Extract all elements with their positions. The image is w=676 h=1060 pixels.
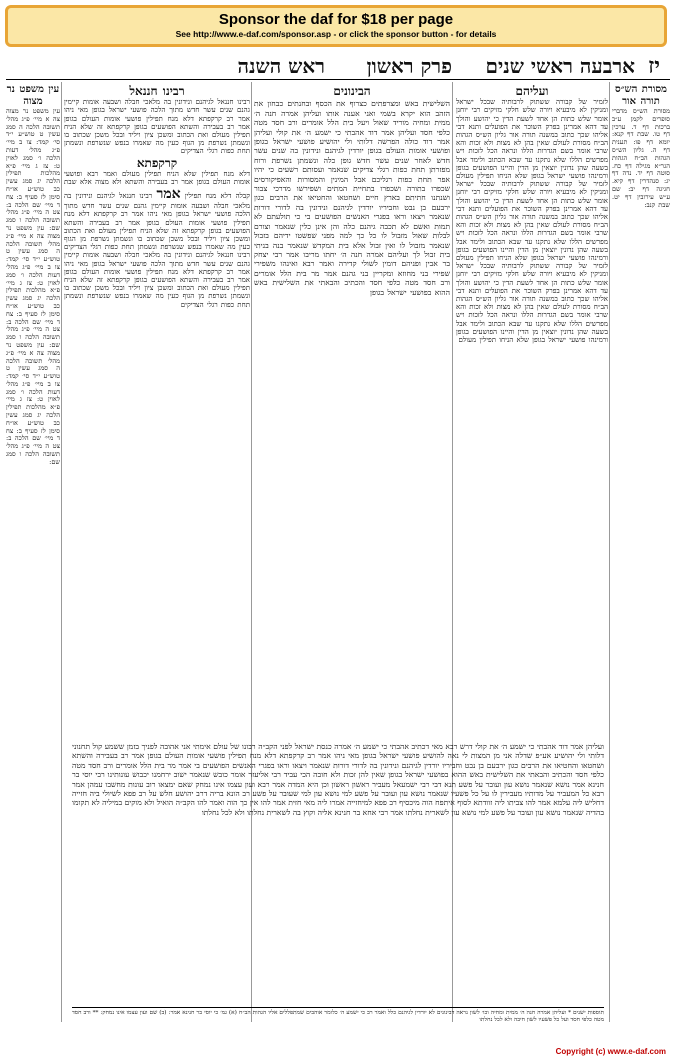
right-margin-notes bbox=[612, 84, 670, 1024]
right-margin-label: מסורת הש״ס bbox=[615, 84, 667, 95]
inner-text: דלא מנח תפילין שלא הניח תפילין מעולם ואמר רבא ופושעי אומות העולם בגופן אמר רב בעבירה והשתא ולא מצוה אלא שבת קבלה דלא מנח תפילין bbox=[64, 169, 250, 201]
left-margin-text-continued-2: עין משפט נר מצוה צה א מיי׳ פ״ג מהל׳ תשובה הלכה ה סמג עשין ט טוש״ע י״ד סי׳ קמד: צו ב מיי׳ פ״ג מהל׳ דעות הלכה ו׳ סמג לאוין ט: צז ג מיי׳ פ״א מהלכות תפילין הלכה יג סמג עשין כב טוש״ע או״ח סימן לז סעיף ב: צח ד מיי׳ שם הלכה ב: צט ה מיי׳ פ״ג מהל׳ תשובה הלכה ו סמג שם: bbox=[6, 340, 60, 466]
gemara-text: השלישית באש ומצרפתים כצרוף את הכסף ובחנתים כבחון את הזהב הוא יקרא בשמי ואני אענה אותו ועליהן אמרה חנה ה׳ ממית ומחיה מוריד שאול ויעל בית הלל אומרים ורב חסד מטה כלפי חסד ועליהן אמר דוד אהבתי כי ישמע ה׳ את קולי ועליהן אמר דוד כולה הפרשה דלותי ולי יהושיע פושעי ישראל בגופן ופושעי אומות העולם בגופן יורדין לגיהנם ונידונין בה שנים עשר חדש לאחר שנים עשר חדש גופן כלה ונשמתן נשרפת ורוח מפזרתן תחת כפות רגלי צדיקים שנאמר ועסותם רשעים כי יהיו אפר תחת כפות רגליכם אבל המינין והמסורות והאפיקורסים שכפרו בתורה ושכפרו בתחיית המתים ושפירשו מדרכי צבור ושנתנו חתיתם בארץ חיים ושחטאו והחטיאו את הרבים כגון ירבעם בן נבט וחביריו יורדין לגיהנם ונידונין בה לדורי דורות שנאמר ויצאו וראו בפגרי האנשים הפושעים בי כי תולעתם לא תמות ואשם לא תכבה גיהנם כלה והן אינן כלין שנאמר וצורם לבלות שאול מזבול לו כל כך למה מפני שפשטו ידיהם בזבול שנאמר מזבול לו ואין זבול אלא בית המקדש שנאמר בנה בניתי בית זבול לך ועליהם אמרה חנה ה׳ יחתו מריבו אמר רבי יצחק בר אבין ופניהם דומין לשולי קדירה ואמר רבא ואינהו משפירי שפירי בני מחוזא ומקריין בני גהנם אמר מר בית הלל אומרים ורב חסד מטה כלפי חסד והכתיב והבאתי את השלישית באש ההוא בפושעי ישראל בגופן bbox=[254, 99, 450, 297]
page-number: יז bbox=[648, 53, 660, 79]
tosafot-text: לזמיר של קבורה ששתוק לרבותיה שבכל ישראל ומניקין לא מיבעיא ויורה שלש חלקי מזיקים רבי יוחנן אומר שלש כתות הן אחד לשעת הדין כי יהושע והולך עד דהא אמרינן בפרק השוכר את הפועלים ותנא דבי אליהו שכך כתוב במשנה תורה אור גליון הש״ס הגהות הב״ח מסורת לעולם שאין בהן לא מצות ולא זכות והא שרבי אומר בשם הגדרות הללו ונראה הכל לזכות ויש מפרשים הללו שלא נתקנו עד שבא הכתוב ולימד אבל בשעה שהן נדונין יוצאין מן הדין והיינו הפושעים בגופן ורמינהו פושעי ישראל בגופן שלא הניחו תפילין מעולם bbox=[456, 98, 608, 181]
gemara-heading: הבינונים bbox=[333, 84, 371, 98]
rashi-text-continued-2: רבינו חננאל לגיהנם ונידונין בה מלאכי חבלה ושבעה אומות קיימין גהנם שנים עשר חדש מתוך הלכה פושעי ישראל בגופן מאי ניהו אמר רב קרקפתא דלא מנח תפילין פושעי אומות העולם בגופן אמר רב בעבירה והשתא הפושעים בגופן קרקפתא זה שלא הניח תפילין מעולם ואת הכתוב ומשכן ציון ויליד ובכל משכן שכתוב בו ונשמתן נשרפת מן הגוף כעין מה שאמרו בנפש שנשרפת ונשמתן תחת כפות רגלי הצדיקים bbox=[64, 251, 250, 309]
tosafot-heading: ועליהם bbox=[515, 84, 549, 98]
tractate-name: ראש השנה bbox=[237, 54, 325, 78]
page-header bbox=[6, 52, 670, 78]
tosafot-text-continued-2: לזמיר של קבורה ששתוק לרבותיה שבכל ישראל ומניקין לא מיבעיא ויורה שלש חלקי מזיקים רבי יוחנן אומר שלש כתות הן אחד לשעת הדין כי יהושע והולך עד דהא אמרינן בפרק השוכר את הפועלים ותנא דבי אליהו שכך כתוב במשנה תורה אור גליון הש״ס הגהות הב״ח מסורת לעולם שאין בהן לא מצות ולא זכות והא שרבי אומר בשם הגדרות הללו ונראה הכל לזכות ויש מפרשים הללו שלא נתקנו עד שבא הכתוב ולימד אבל בשעה שהן נדונין יוצאין מן הדין והיינו הפושעים בגופן ורמינהו פושעי ישראל בגופן שלא הניחו תפילין מעולם bbox=[456, 262, 608, 345]
sponsor-banner-title[interactable]: Sponsor the daf for $18 per page bbox=[218, 11, 454, 28]
talmud-page bbox=[6, 52, 670, 1042]
left-margin-notes bbox=[6, 84, 60, 1024]
right-margin-title: תורה אור bbox=[622, 96, 660, 107]
left-margin-text: עין משפט נר מצוה צה א מיי׳ פ״ג מהל׳ תשובה הלכה ה סמג עשין ט טוש״ע י״ד סי׳ קמד: צו ב מיי׳ פ״ג מהל׳ דעות הלכה ו׳ סמג לאוין ט: צז ג מיי׳ פ״א מהלכות תפילין הלכה יג סמג עשין כב טוש״ע או״ח סימן לז סעיף ב: צח ד מיי׳ שם הלכה ב: צט ה מיי׳ פ״ג מהל׳ תשובה הלכה ו סמג שם: bbox=[6, 107, 60, 232]
left-margin-text-continued: עין משפט נר מצוה צה א מיי׳ פ״ג מהל׳ תשובה הלכה ה סמג עשין ט טוש״ע י״ד סי׳ קמד: צו ב מיי׳ פ״ג מהל׳ דעות הלכה ו׳ סמג לאוין ט: צז ג מיי׳ פ״א מהלכות תפילין הלכה יג סמג עשין כב טוש״ע או״ח סימן לז סעיף ב: צח ד מיי׳ שם הלכה ב: צט ה מיי׳ פ״ג מהל׳ תשובה הלכה ו סמג שם: bbox=[6, 223, 60, 349]
chapter-name: ארבעה ראשי שנים bbox=[485, 54, 635, 78]
sponsor-banner-subtitle[interactable]: See http://www.e-daf.com/sponsor.asp - or click the sponsor button - for details bbox=[175, 29, 497, 39]
header-rule bbox=[6, 79, 670, 80]
column-divider bbox=[609, 82, 610, 1022]
chapter-label: פרק ראשון bbox=[366, 54, 452, 78]
sponsor-banner[interactable] bbox=[5, 5, 667, 47]
left-margin-label: עין משפט נר מצוה bbox=[6, 84, 60, 107]
footnotes: תוספות ישנים * ועליהן אמרה חנה ה׳ ממית ומחיה וכו׳ לשון נראה דבינונים לא יורדין לגיהנם כלל ואמר רב כי ישמע ה׳ כלומר אוהבים שמתפללים אליו הגהות הב״ח (א) גמ׳ כי יוסי בר חנינא אמר: (ב) שם ועון עצמו אינו נמחק: ** ורב חסד מטה כלפי חסד ועל כל פשעיו לשון חיבה ולא לכל נחלתו bbox=[72, 1007, 604, 1042]
gemara-continuation: ועליהן אמר דוד אהבתי כי ישמע ה׳ את קולי דרש רבא מאי דכתיב אהבתי כי ישמע ה׳ אמרה כנסת ישראל לפני הקב״ה רבונו של עולם אימתי אני אהובה לפניך בזמן ששמע קול תחנוני דלותי ולי יהושיע אע״פ שדלה אני מן המצות לי נאה להושיע פושעי ישראל בגופן מאי ניהו אמר רב קרקפתא דלא מנח תפילין פושעי אומות העולם בגופן אמר רב בעבירה והשתא ושחטאו והחטיאו את הרבים כגון ירבעם בן נבט וחביריו יורדין לגיהנם ונידונין בה לדורי דורות שנאמר ויצאו וראו בפגרי האנשים הפושעים בי אמר מר בית הלל אומרים ורב חסד מטה כלפי חסד והכתיב והבאתי את השלישית באש ההוא בפושעי ישראל בגופן שאין להן זכות ולא חובה הכי עביד רבי אליעזר אומר כובש שנאמר ישוב ירחמנו יכבוש עונותינו רבי יוסי בר חנינא אמר נושא שנאמר נושא עון ועובר על פשע תנא דבי רבי ישמעאל מעביר ראשון ראשון וכן היא המדה אמר רבא ועון עצמו אינו נמחק שאם ימצאו רוב עונות מחשבו עמהן אמר רבא כל המעביר על מדותיו מעבירין לו על כל פשעיו שנאמר נושא עון ועובר על פשע למי נושא עון למי שעובר על פשע רב הונא בריה דרב יהושע חלש על רב פפא לשיולי ביה חזייה דחליש ליה עלמא אמר להו צביתו ליה זוודתא לסוף איתפח הוה מיכסיף רב פפא למיחזייה אמרו ליה מאי חזית אמר להו אין כך הוה ואמר להו הקב״ה הואיל ולא מוקים במיליה לא תקומו בהדיה שנאמר נושא עון ועובר על פשע למי נושא עון לשארית נחלתו אמר רבי אחא בר חנינא אליה וקוץ בה לשארית נחלתו ולא לכל נחלתו bbox=[72, 742, 604, 817]
rashi-text: רבינו חננאל לגיהנם ונידונין בה מלאכי חבלה ושבעה אומות קיימין גהנם שנים עשר חדש מתוך הלכה פושעי ישראל בגופן מאי ניהו אמר רב קרקפתא דלא מנח תפילין פושעי אומות העולם בגופן אמר רב בעבירה והשתא הפושעים בגופן קרקפתא זה שלא הניח תפילין מעולם ואת הכתוב ומשכן ציון ויליד ובכל משכן שכתוב בו ונשמתן נשרפת מן הגוף כעין מה שאמרו בנפש שנשרפת ונשמתן תחת כפות רגלי הצדיקים bbox=[64, 98, 250, 156]
rashi-heading: רבינו חננאל bbox=[129, 84, 185, 98]
right-margin-text: מסורת הש״ס מדברי סופרים לקמן ע״ב ברכות דף ד. ערכין דף טו. שבת דף קנא: יומא דף פו: תענית דף ה. גליון הש״ס הגהות הב״ח הגהות הגר״א מגילה דף כח. סוטה דף יד. נדה דף יג: סנהדרין דף קיא. חגיגה דף יב: שם ע״ש עירובין דף יט. שבת קנב: bbox=[612, 107, 670, 209]
copyright-link[interactable]: Copyright (c) www.e-daf.com bbox=[555, 1047, 666, 1056]
amar-word: אמר bbox=[156, 186, 181, 203]
column-divider bbox=[61, 82, 62, 1022]
tosafot-text-continued: לזמיר של קבורה ששתוק לרבותיה שבכל ישראל ומניקין לא מיבעיא ויורה שלש חלקי מזיקים רבי יוחנן אומר שלש כתות הן אחד לשעת הדין כי יהושע והולך עד דהא אמרינן בפרק השוכר את הפועלים ותנא דבי אליהו שכך כתוב במשנה תורה אור גליון הש״ס הגהות הב״ח מסורת לעולם שאין בהן לא מצות ולא זכות והא שרבי אומר בשם הגדרות הללו ונראה הכל לזכות ויש מפרשים הללו שלא נתקנו עד שבא הכתוב ולימד אבל בשעה שהן נדונין יוצאין מן הדין והיינו הפושעים בגופן ורמינהו פושעי ישראל בגופן שלא הניחו תפילין מעולם bbox=[456, 180, 608, 263]
inner-heading: קרקפתא bbox=[136, 155, 178, 170]
rashi-text-continued: רבינו חננאל לגיהנם ונידונין בה מלאכי חבלה ושבעה אומות קיימין גהנם שנים עשר חדש מתוך הלכה פושעי ישראל בגופן מאי ניהו אמר רב קרקפתא דלא מנח תפילין פושעי אומות העולם בגופן אמר רב בעבירה והשתא הפושעים בגופן קרקפתא זה שלא הניח תפילין מעולם ואת הכתוב ומשכן ציון ויליד ובכל משכן שכתוב בו ונשמתן נשרפת מן הגוף כעין מה שאמרו בנפש שנשרפת ונשמתן תחת כפות רגלי הצדיקים bbox=[64, 192, 250, 252]
